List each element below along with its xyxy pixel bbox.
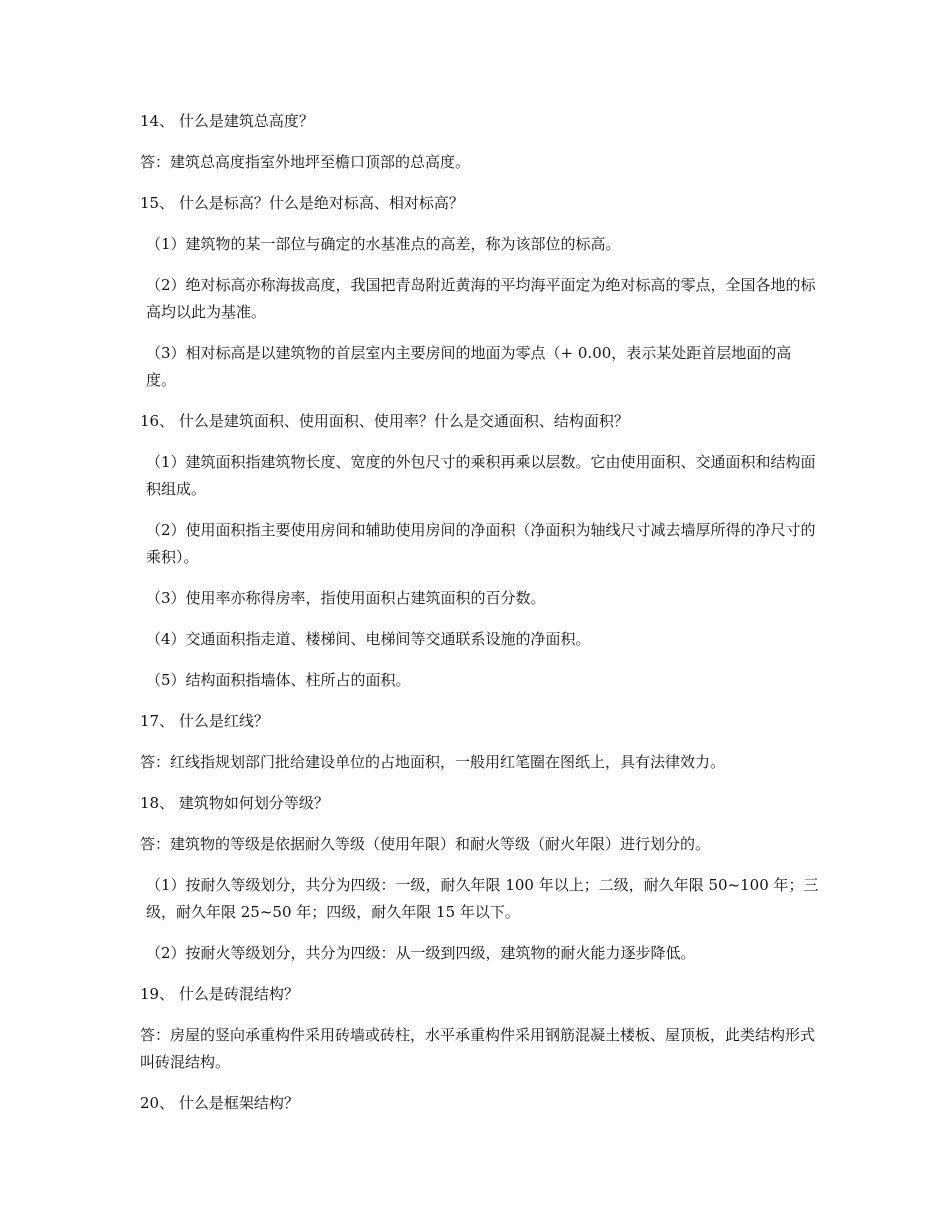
answer-16-item-1: （1）建筑面积指建筑物长度、宽度的外包尺寸的乘积再乘以层数。它由使用面积、交通面积和结构面积组成。	[146, 453, 816, 498]
question-20: 20、 什么是框架结构？	[140, 1094, 299, 1112]
question-18: 18、 建筑物如何划分等级？	[140, 794, 329, 812]
answer-15-item-3: （3）相对标高是以建筑物的首层室内主要房间的地面为零点（+ 0.00，表示某处距首层地面的高度。	[146, 344, 792, 389]
answer-18: 答：建筑物的等级是依据耐久等级（使用年限）和耐火等级（耐火年限）进行划分的。	[140, 835, 711, 853]
answer-15-item-2: （2）绝对标高亦称海拔高度，我国把青岛附近黄海的平均海平面定为绝对标高的零点，全国各地的标高均以此为基准。	[146, 276, 816, 321]
question-16: 16、 什么是建筑面积、使用面积、使用率？什么是交通面积、结构面积？	[140, 412, 629, 430]
question-14: 14、 什么是建筑总高度？	[140, 112, 314, 130]
question-15: 15、 什么是标高？什么是绝对标高、相对标高？	[140, 194, 464, 212]
answer-18-item-2: （2）按耐火等级划分，共分为四级：从一级到四级，建筑物的耐火能力逐步降低。	[146, 944, 696, 962]
answer-14: 答：建筑总高度指室外地坪至檐口顶部的总高度。	[140, 153, 471, 171]
answer-15-item-1: （1）建筑物的某一部位与确定的水基准点的高差，称为该部位的标高。	[146, 235, 621, 253]
answer-16-item-5: （5）结构面积指墙体、柱所占的面积。	[146, 671, 411, 689]
answer-19: 答：房屋的竖向承重构件采用砖墙或砖柱，水平承重构件采用钢筋混凝土楼板、屋顶板，此类结构形式叫砖混结构。	[140, 1026, 816, 1071]
answer-16-item-2: （2）使用面积指主要使用房间和辅助使用房间的净面积（净面积为轴线尺寸减去墙厚所得的净尺寸的乘积）。	[146, 521, 816, 566]
answer-16-item-4: （4）交通面积指走道、楼梯间、电梯间等交通联系设施的净面积。	[146, 630, 591, 648]
answer-17: 答：红线指规划部门批给建设单位的占地面积，一般用红笔圈在图纸上，具有法律效力。	[140, 753, 726, 771]
answer-18-item-1: （1）按耐久等级划分，共分为四级：一级，耐久年限 100 年以上；二级，耐久年限 50~100 年；三级，耐久年限 25~50 年；四级，耐久年限 15 年以下。	[146, 876, 819, 921]
answer-16-item-3: （3）使用率亦称得房率，指使用面积占建筑面积的百分数。	[146, 589, 546, 607]
question-19: 19、 什么是砖混结构？	[140, 985, 299, 1003]
document-body	[140, 108, 820, 1131]
question-17: 17、 什么是红线？	[140, 712, 269, 730]
